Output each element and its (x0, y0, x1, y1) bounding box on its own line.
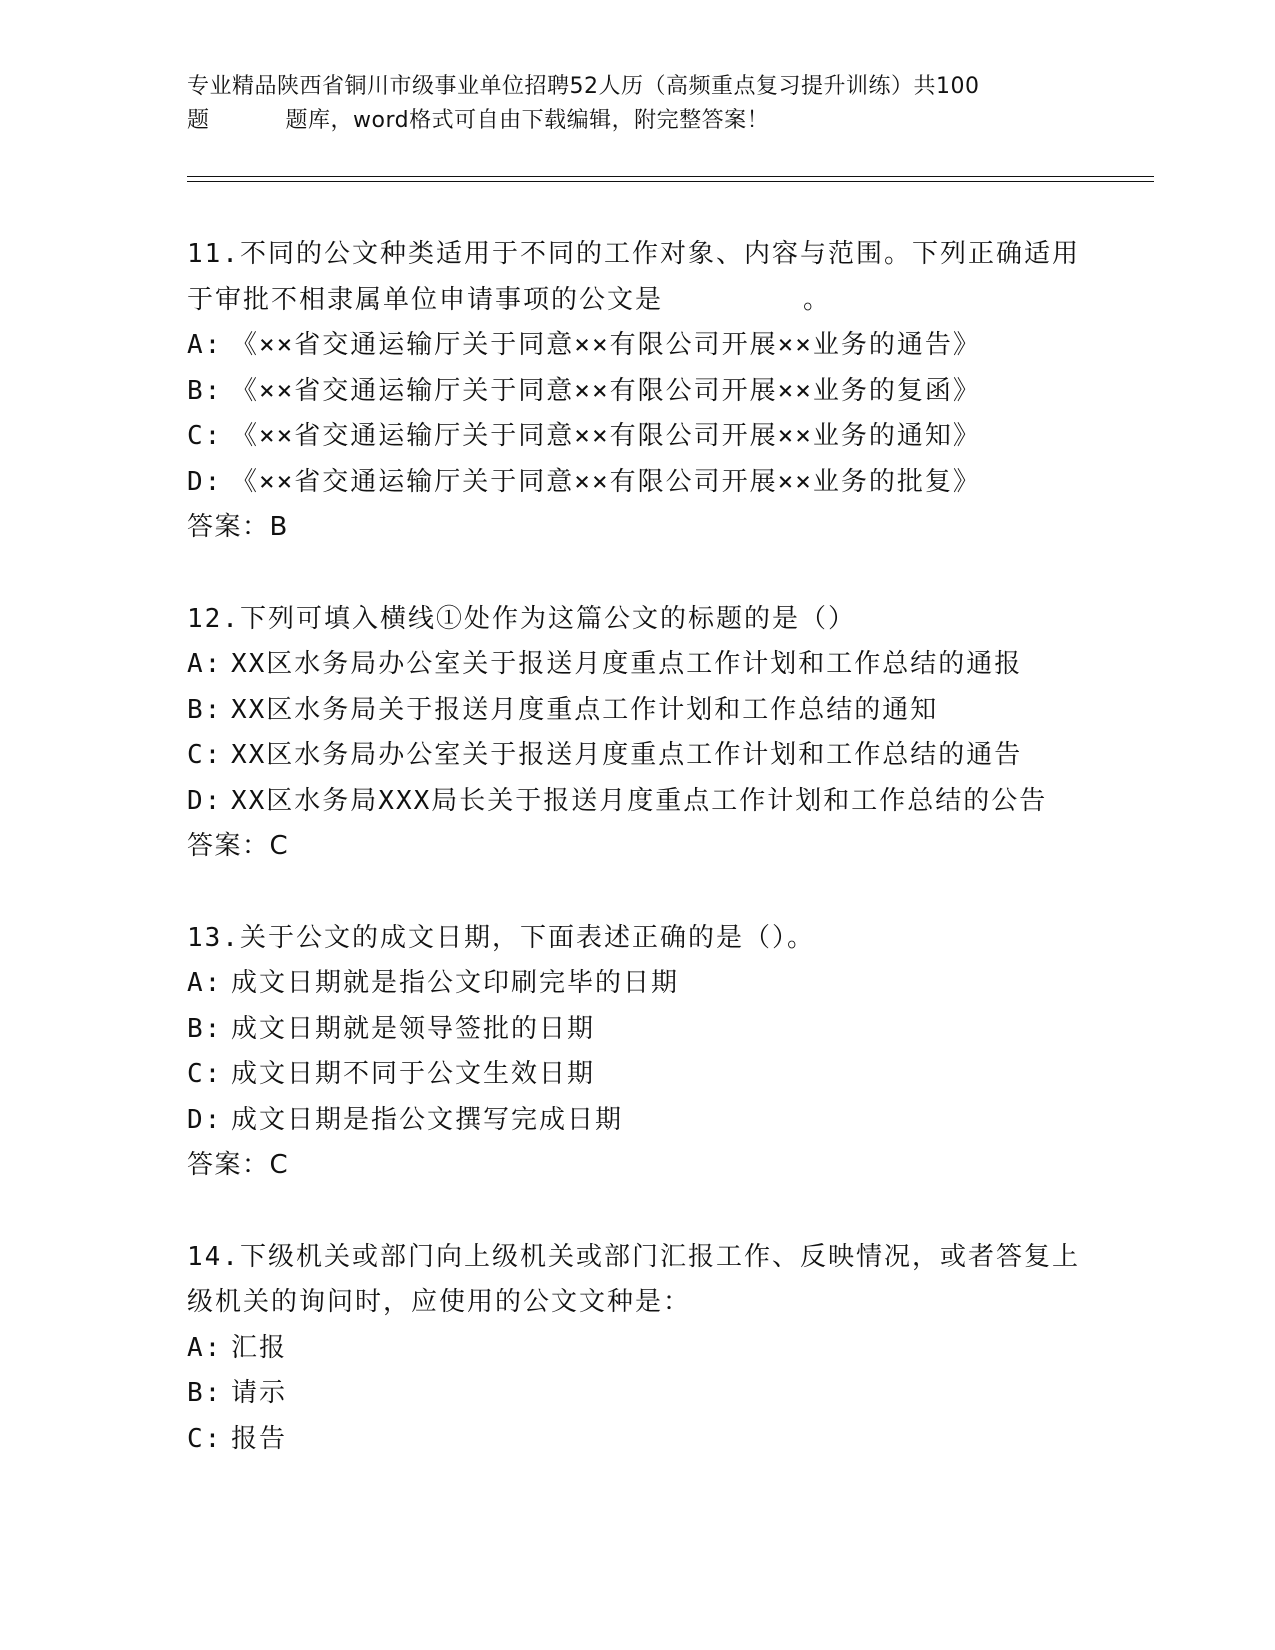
header-divider-top (187, 176, 1154, 177)
answer: 答案：B (187, 512, 289, 542)
header-divider-bottom (187, 181, 1154, 182)
question-text: 14.下级机关或部门向上级机关或部门汇报工作、反映情况，或者答复上级机关的询问时，应使用的公文文种是： (187, 1241, 1080, 1317)
option-text: 《××省交通运输厅关于同意××有限公司开展××业务的批复》 (231, 466, 981, 497)
option-text: XX区水务局办公室关于报送月度重点工作计划和工作总结的通告 (231, 740, 1023, 770)
option-c (187, 733, 1087, 779)
option-key: B: (187, 375, 223, 406)
option-key: D: (187, 785, 223, 816)
option-text: XX区水务局关于报送月度重点工作计划和工作总结的通知 (231, 694, 939, 725)
option-key: B: (187, 1378, 223, 1408)
question-14 (187, 1235, 1087, 1463)
answer: 答案：C (187, 1150, 290, 1180)
option-b (187, 1007, 1087, 1053)
header-line-2 (187, 104, 1107, 138)
question-13 (187, 916, 1087, 1189)
option-b (187, 369, 1087, 415)
option-key: D: (187, 1104, 223, 1135)
question-text: 13.关于公文的成文日期，下面表述正确的是（）。 (187, 922, 815, 953)
option-c (187, 414, 1087, 460)
question-11 (187, 232, 1087, 551)
answer: 答案：C (187, 831, 290, 861)
option-text: 请示 (231, 1378, 288, 1408)
option-c (187, 1052, 1087, 1098)
option-text: 汇报 (231, 1332, 288, 1363)
option-key: C: (187, 1423, 223, 1454)
option-d (187, 779, 1087, 825)
option-d (187, 460, 1087, 506)
option-text: XX区水务局XXX局长关于报送月度重点工作计划和工作总结的公告 (231, 785, 1048, 816)
option-a (187, 961, 1087, 1007)
question-list (187, 232, 1087, 1508)
option-key: B: (187, 1013, 223, 1044)
option-a (187, 1326, 1087, 1372)
option-text: XX区水务局办公室关于报送月度重点工作计划和工作总结的通报 (231, 649, 1023, 679)
option-key: C: (187, 1059, 223, 1089)
question-12 (187, 597, 1087, 870)
option-key: C: (187, 421, 223, 451)
option-d (187, 1098, 1087, 1144)
option-text: 报告 (231, 1423, 288, 1454)
question-text: 11.不同的公文种类适用于不同的工作对象、内容与范围。下列正确适用于审批不相隶属单位申请事项的公文是 。 (187, 239, 1080, 315)
option-b (187, 1371, 1087, 1417)
header-line-1: 专业精品陕西省铜川市级事业单位招聘52人历（高频重点复习提升训练）共100 (187, 74, 980, 99)
option-text: 成文日期就是领导签批的日期 (231, 1013, 596, 1044)
option-text: 成文日期是指公文撰写完成日期 (231, 1104, 624, 1135)
option-c (187, 1417, 1087, 1463)
option-key: A: (187, 649, 223, 679)
option-key: A: (187, 968, 223, 998)
question-text: 12.下列可填入横线①处作为这篇公文的标题的是（） (187, 603, 856, 634)
header-line-2-start: 题 (187, 108, 210, 133)
option-key: A: (187, 1332, 223, 1363)
option-text: 成文日期就是指公文印刷完毕的日期 (231, 968, 680, 998)
option-key: B: (187, 694, 223, 725)
option-text: 《××省交通运输厅关于同意××有限公司开展××业务的复函》 (231, 375, 981, 406)
header-line-2-rest: 题库，word格式可自由下载编辑，附完整答案！ (285, 108, 770, 133)
option-key: A: (187, 330, 223, 360)
option-key: C: (187, 740, 223, 770)
option-text: 《××省交通运输厅关于同意××有限公司开展××业务的通知》 (231, 421, 981, 451)
option-text: 《××省交通运输厅关于同意××有限公司开展××业务的通告》 (231, 330, 981, 360)
option-b (187, 688, 1087, 734)
option-a (187, 642, 1087, 688)
document-header (187, 70, 1107, 138)
option-a (187, 323, 1087, 369)
option-key: D: (187, 466, 223, 497)
option-text: 成文日期不同于公文生效日期 (231, 1059, 596, 1089)
